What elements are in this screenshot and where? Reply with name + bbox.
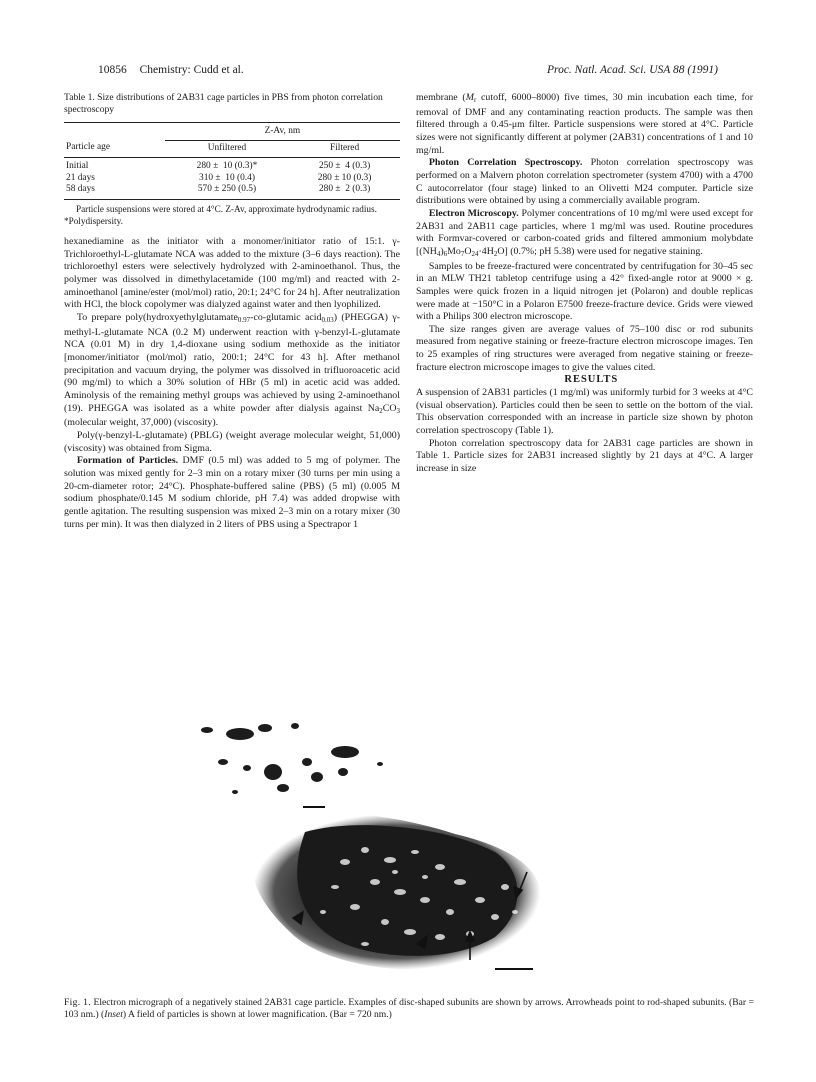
paragraph: Electron Microscopy. Polymer concentrations of 10 mg/ml were used except for 2AB31 and 2AB11 cage particles, where 1 mg/ml was used. Routine procedures with Formvar-covered or carbon-coated grids and filtered ammonium molybdate $[(NH_4)_6Mo_7O_{24}\cdot 4H_2O]$ (0.7%; pH 5.38) were used for negative staining. bbox=[416, 207, 753, 258]
scale-bar bbox=[495, 968, 533, 970]
col-header-age: Particle age bbox=[66, 142, 110, 153]
section-title: Chemistry: Cudd et al. bbox=[139, 64, 244, 76]
paragraph: Samples to be freeze-fractured were concentrated by centrifugation for 30–45 sec in an MLW TH21 tabletop centrifuge using a 42° fixed-angle rotor at 9000 × g. Samples were quick frozen in a liquid nitrogen jet (Polaron) and double replicas were made at −150°C in a Polaron E7500 freeze-fracture device. Grids were viewed with a Philips 300 electron microscope. bbox=[416, 260, 753, 323]
running-header bbox=[98, 64, 718, 80]
table-row bbox=[64, 184, 400, 199]
inset-scale-bar bbox=[303, 806, 325, 808]
paragraph: Formation of Particles. DMF (0.5 ml) was added to 5 mg of polymer. The solution was mixed gently for 2–3 min on a rotary mixer (30 turns per min using a 20-cm-diameter rotor; 24°C). Phosphate-buffered saline (PBS) (5 ml) (0.005 M sodium phosphate/0.145 M sodium chloride, pH 7.4) was added dropwise with gentle agitation. The resulting suspension was mixed 2–3 min on a rotary mixer (30 turns per min). It was then dialyzed in 2 liters of PBS using a Spectrapor 1 bbox=[64, 455, 400, 530]
paragraph: hexanediamine as the initiator with a monomer/initiator ratio of 15:1. γ-Trichloroethyl-L-glutamate NCA was added to the mixture (3–6 days reaction). The trichloroethyl esters were selectively hydrolyzed with 2-aminoethanol. Thus, the polymer was dissolved in dimethylacetamide (100 mg/ml) and reacted with 2-aminoethanol [amine/ester (mol/mol) ratio, 20:1; 24°C for 24 h]. After neutralization with HCl, the block copolymer was dialyzed against water and then lyophilized. bbox=[64, 236, 400, 311]
electron-micrograph bbox=[195, 722, 625, 984]
runin-heading: Photon Correlation Spectroscopy. bbox=[428, 157, 583, 169]
figure-label: Fig. 1. bbox=[64, 997, 91, 1008]
paragraph: To prepare poly(hydroxyethylglutamate$_{0.97}$-co-glutamic acid$_{0.03}$) (PHEGGA) γ-methyl-L-glutamate NCA (0.2 M) underwent reaction with γ-benzyl-L-glutamate NCA (0.01 M) in dry 1,4-dioxane using sodium methoxide as the initiator [monomer/initiator (mol/mol) ratio, 200:1; 24°C for 43 h]. After methanol precipitation and vacuum drying, the polymer was dissolved in trifluoroacetic acid (90 mg/ml) to which a 30% solution of HBr (5 ml) in acetic acid was added. Aminolysis of the remaining methyl groups was achieved by using 2-aminoethanol (19). PHEGGA was isolated as a white powder after dialysis against $Na_2CO_3$ (molecular weight, 37,000) (viscosity). bbox=[64, 312, 400, 429]
table-footnote-star: *Polydispersity. bbox=[64, 215, 123, 226]
table-caption: Table 1. Size distributions of 2AB31 cage particles in PBS from photon correlation spectroscopy bbox=[64, 92, 383, 115]
paragraph: A suspension of 2AB31 particles (1 mg/ml) was uniformly turbid for 3 weeks at 4°C (visual observation). Particles could then be seen to settle on the bottom of the vial. This observation corresponded with an increase in particle size shown by photon correlation spectroscopy (Table 1). bbox=[416, 387, 753, 437]
col-header-unfiltered: Unfiltered bbox=[207, 142, 247, 153]
table-row bbox=[64, 158, 400, 173]
paragraph: Photon Correlation Spectroscopy. Photon correlation spectroscopy was performed on a Malvern photon correlation spectrometer (system 4700) with a 4700 C autocorrelator (four stage) linked to an Olivetti M24 computer. Particle size distributions were obtained by using a commercially available program. bbox=[416, 157, 753, 207]
table-corner bbox=[64, 123, 165, 141]
table-row bbox=[64, 173, 400, 185]
paragraph: membrane ($M_r$ cutoff, 6000–8000) five times, 30 min incubation each time, for removal of DMF and any contaminating reaction products. The sample was then filtered through a 0.45-μm filter. Particle suspensions were stored at 4°C. Particle sizes were not significantly different at polymer (2AB31) concentrations of 1 and 10 mg/ml. bbox=[416, 92, 753, 156]
cell-unfiltered: 570 ± 250 (0.5) bbox=[197, 184, 257, 195]
cell-age: Initial bbox=[66, 161, 89, 172]
header-left bbox=[98, 64, 244, 76]
table-1 bbox=[64, 92, 400, 227]
runin-heading: Formation of Particles. bbox=[76, 455, 179, 467]
left-column bbox=[64, 92, 400, 531]
journal-citation: Proc. Natl. Acad. Sci. USA 88 (1991) bbox=[547, 64, 718, 76]
runin-heading: Electron Microscopy. bbox=[428, 207, 519, 219]
paragraph: Poly(γ-benzyl-L-glutamate) (PBLG) (weight average molecular weight, 51,000) (viscosity) was obtained from Sigma. bbox=[64, 430, 400, 454]
paragraph: The size ranges given are average values of 75–100 disc or rod subunits measured from negative staining or freeze-fracture electron microscope images. Ten to 25 examples of ring structures were averaged from negative staining or freeze-fracture electron microscope images to give the values cited. bbox=[416, 323, 753, 373]
paragraph: Photon correlation spectroscopy data for 2AB31 cage particles are shown in Table 1. Particle sizes for 2AB31 increased slightly by 21 days at 4°C. A larger increase in size bbox=[416, 437, 753, 475]
cell-filtered: 280 ± 2 (0.3) bbox=[318, 184, 371, 195]
cell-age: 58 days bbox=[66, 184, 95, 195]
cell-filtered: 250 ± 4 (0.3) bbox=[318, 161, 371, 172]
zav-group-header: Z-Av, nm bbox=[165, 123, 400, 141]
page-number: 10856 bbox=[98, 64, 127, 76]
inset-particle-field bbox=[201, 723, 383, 794]
micrograph-image bbox=[195, 722, 625, 984]
size-table bbox=[64, 122, 400, 200]
cell-age: 21 days bbox=[66, 172, 95, 183]
right-column bbox=[416, 92, 753, 476]
figure-caption: Fig. 1. Electron micrograph of a negatively stained 2AB31 cage particle. Examples of disc-shaped subunits are shown by arrows. Arrowheads point to rod-shaped subunits. (Bar = 103 nm.) (Inset) A field of particles is shown at lower magnification. (Bar = 720 nm.) bbox=[64, 997, 754, 1021]
cell-unfiltered: 280 ± 10 (0.3)* bbox=[196, 161, 258, 172]
cell-filtered: 280 ± 10 (0.3) bbox=[317, 172, 372, 183]
cell-unfiltered: 310 ± 10 (0.4) bbox=[199, 172, 255, 183]
cage-particle bbox=[252, 814, 540, 971]
results-heading: RESULTS bbox=[564, 374, 619, 386]
col-header-filtered: Filtered bbox=[329, 142, 360, 153]
table-footnote: Particle suspensions were stored at 4°C. Z-Av, approximate hydrodynamic radius. bbox=[75, 203, 377, 214]
